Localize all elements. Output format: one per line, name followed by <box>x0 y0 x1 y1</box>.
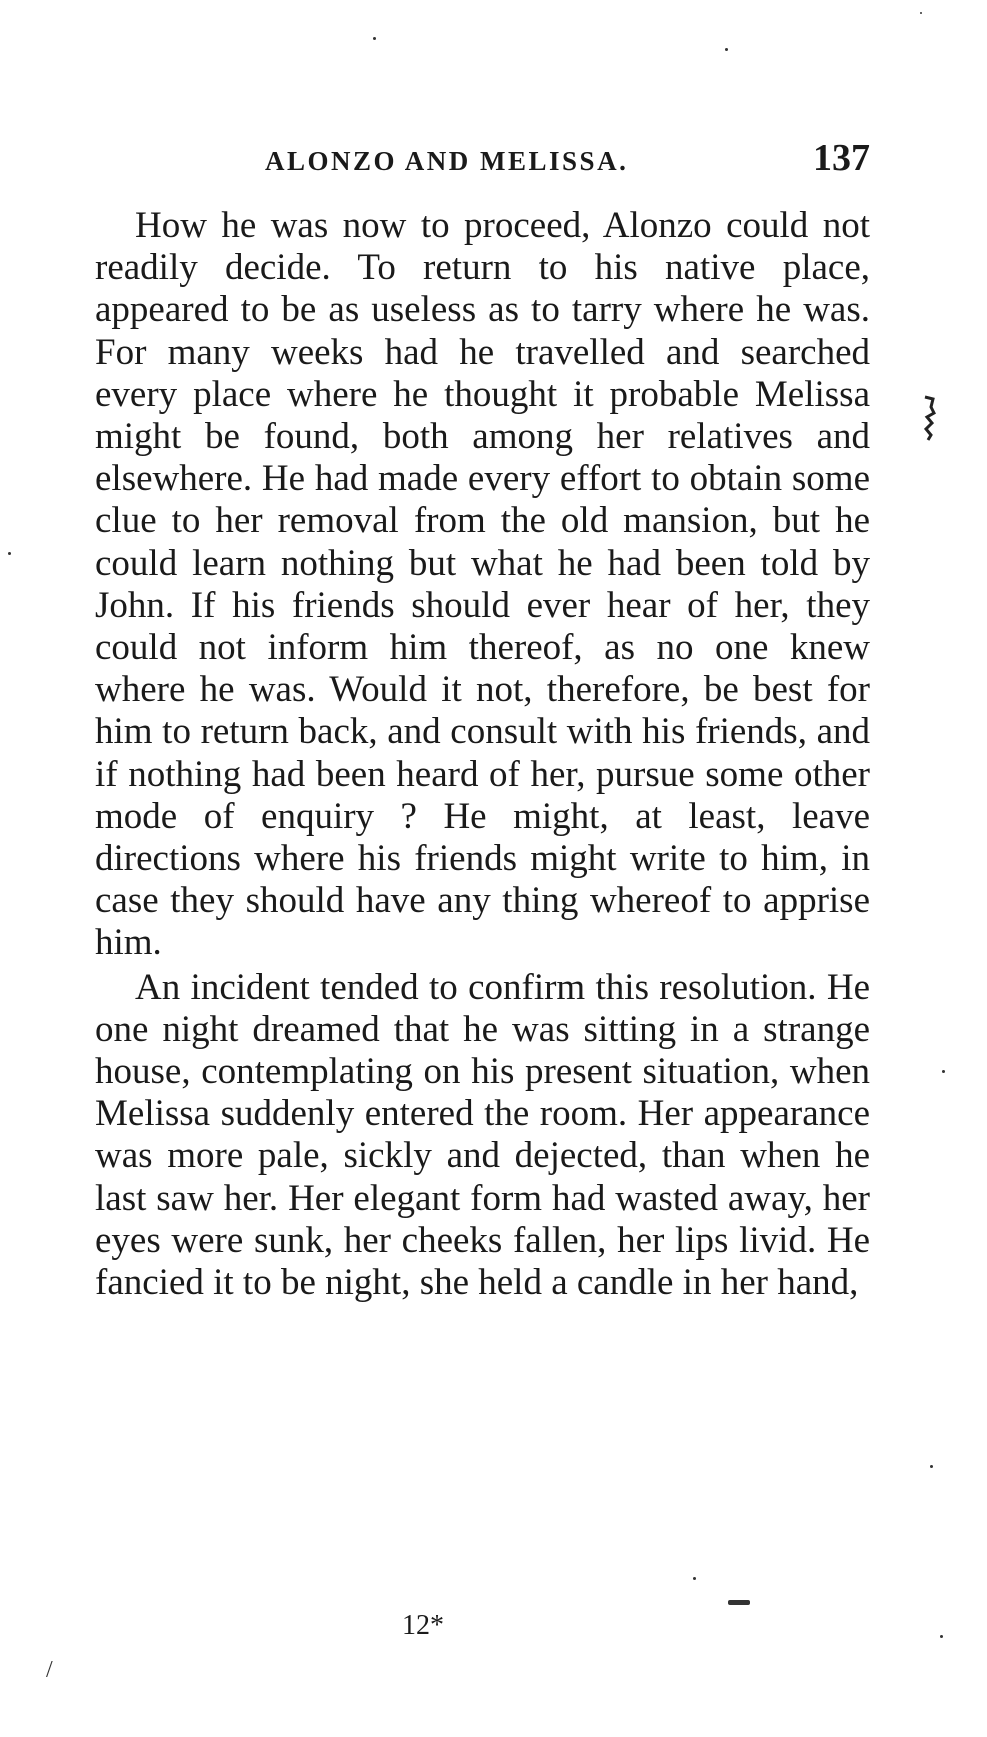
page-number: 137 <box>813 137 870 179</box>
margin-slash-mark: / <box>46 1657 53 1683</box>
paragraph-2: An incident tended to confirm this resolution. He one night dreamed that he was sitting in a strange house, contemplating on his present situation, when Melissa suddenly entered the room. Her appearance was more pale, sickly and dejected, than when he last saw her. Her elegant form had wasted away, her eyes were sunk, her cheeks fallen, her lips livid. He fancied it to be night, she held a candle in her hand, <box>95 966 870 1304</box>
ink-speck <box>373 37 376 40</box>
paragraph-1: How he was now to proceed, Alonzo could not readily decide. To return to his native place, appeared to be as useless as to tarry where he was. For many weeks had he travelled and searched every place where he thought it probable Melissa might be found, both among her relatives and elsewhere. He had made every effort to obtain some clue to her removal from the old mansion, but he could learn nothing but what he had been told by John. If his friends should ever hear of her, they could not inform him thereof, as no one knew where he was. Would it not, therefore, be best for him to return back, and consult with his friends, and if nothing had been heard of her, pursue some other mode of enquiry ? He might, at least, leave directions where his friends might write to him, in case they should have any thing whereof to apprise him. <box>95 205 870 964</box>
margin-ink-mark <box>922 395 936 441</box>
ink-speck <box>942 1070 945 1073</box>
ink-speck <box>8 552 11 555</box>
ink-speck <box>725 48 728 51</box>
ink-speck <box>930 1465 933 1468</box>
ink-speck <box>728 1600 750 1605</box>
ink-speck <box>920 12 922 14</box>
running-header <box>95 136 870 188</box>
running-title: ALONZO AND MELISSA. <box>265 146 629 176</box>
body-text <box>95 205 870 1304</box>
signature-mark: 12* <box>402 1610 444 1641</box>
ink-speck <box>693 1577 696 1580</box>
ink-speck <box>940 1635 943 1638</box>
